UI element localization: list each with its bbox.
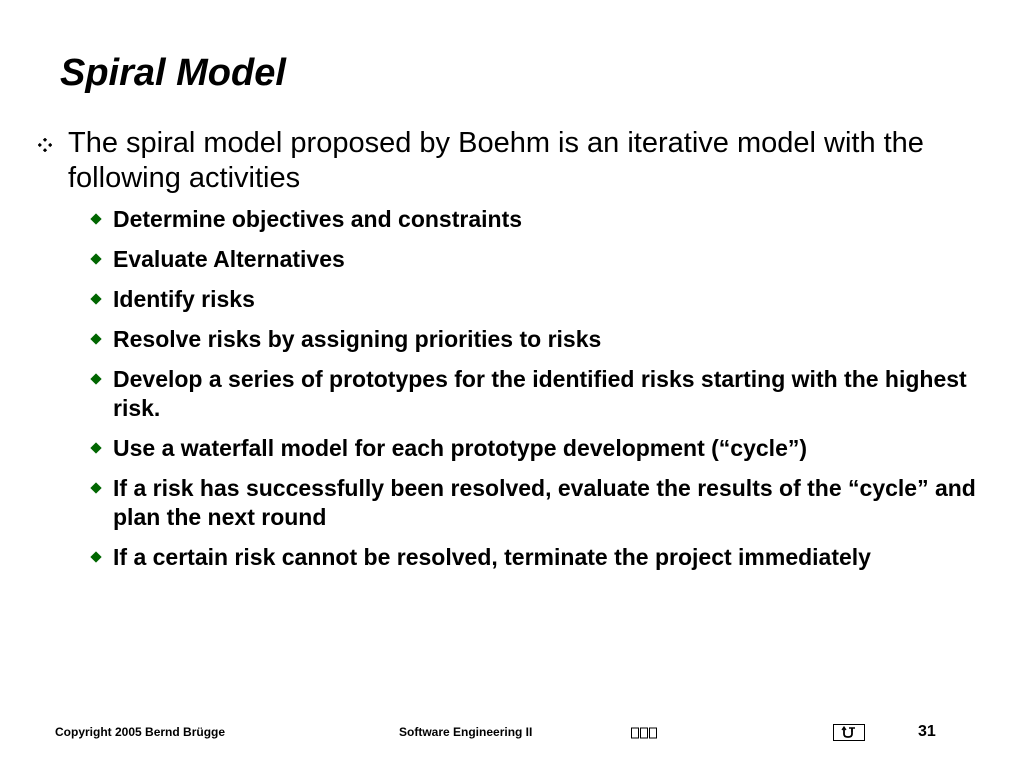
list-item: [88, 245, 988, 274]
footer-copyright: Copyright 2005 Bernd Brügge: [55, 725, 226, 739]
list-item-text: Resolve risks by assigning priorities to risks: [113, 326, 602, 352]
list-item-text: Use a waterfall model for each prototype development (“cycle”): [113, 435, 808, 461]
diamond-bullet-icon: [90, 213, 101, 224]
list-item-text: If a certain risk cannot be resolved, terminate the project immediately: [113, 544, 871, 570]
diamond-bullet-icon: [90, 482, 101, 493]
list-item: [88, 205, 988, 234]
list-item: [88, 434, 988, 463]
list-item: [88, 325, 988, 354]
diamond-bullet-icon: [90, 253, 101, 264]
footer-course-title: Software Engineering II: [399, 725, 533, 739]
sub-bullet-list: [88, 205, 988, 583]
four-diamond-bullet-icon: [38, 138, 62, 157]
list-item: [88, 285, 988, 314]
footer-return-icon: [833, 724, 865, 741]
slide-title: Spiral Model: [60, 52, 286, 94]
footer-logo-icon: [631, 727, 657, 742]
diamond-bullet-icon: [90, 551, 101, 562]
list-item-text: If a risk has successfully been resolved, evaluate the results of the “cycle” and plan the next round: [113, 475, 976, 530]
list-item: [88, 365, 988, 423]
list-item-text: Evaluate Alternatives: [113, 246, 345, 272]
list-item: [88, 543, 988, 572]
list-item-text: Develop a series of prototypes for the identified risks starting with the highest risk.: [113, 366, 967, 421]
diamond-bullet-icon: [90, 442, 101, 453]
diamond-bullet-icon: [90, 333, 101, 344]
diamond-bullet-icon: [90, 293, 101, 304]
list-item-text: Identify risks: [113, 286, 255, 312]
page-number: 31: [918, 723, 936, 740]
main-bullet: [38, 126, 988, 196]
list-item: [88, 474, 988, 532]
main-bullet-text: The spiral model proposed by Boehm is an iterative model with the following activities: [68, 127, 924, 194]
diamond-bullet-icon: [90, 373, 101, 384]
list-item-text: Determine objectives and constraints: [113, 206, 523, 232]
